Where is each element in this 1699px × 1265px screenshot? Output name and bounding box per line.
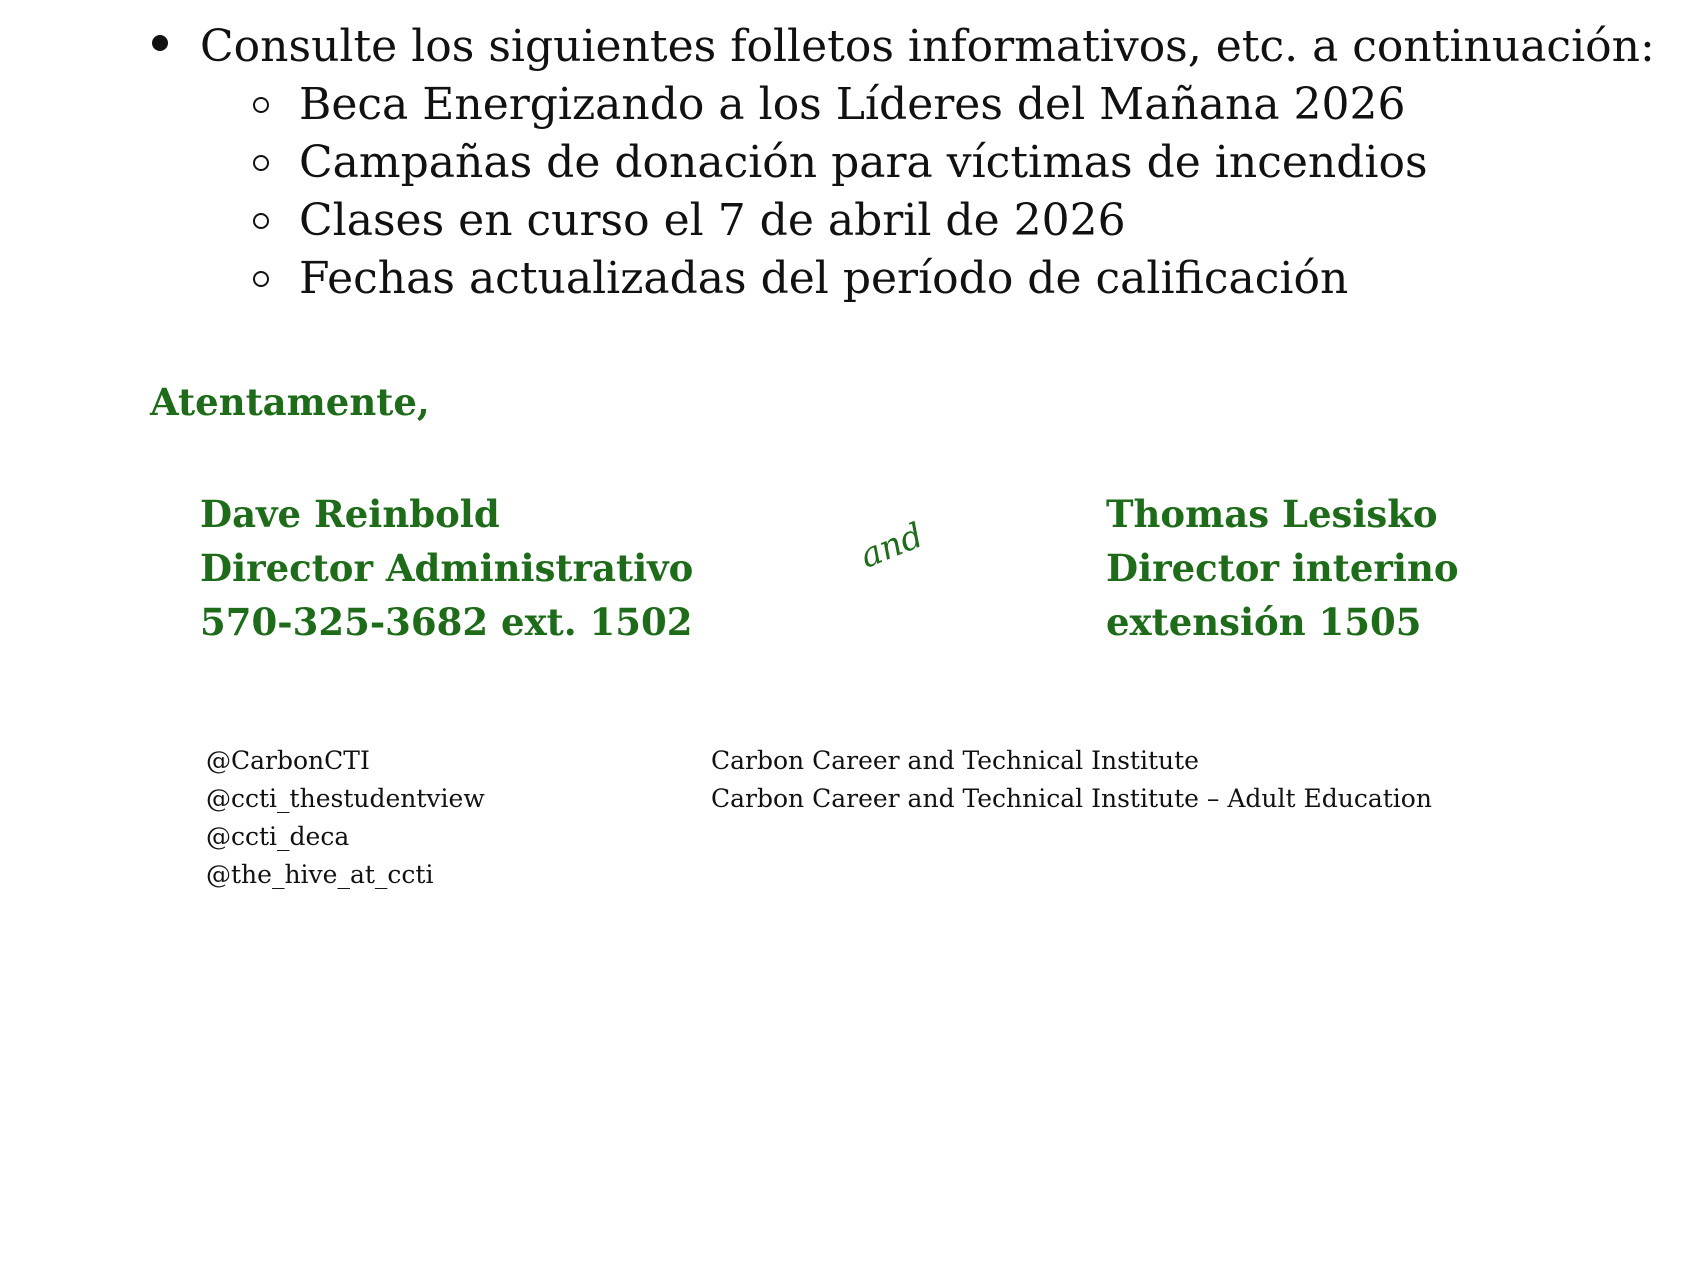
sub-list-item xyxy=(253,250,1428,308)
social-page: Carbon Career and Technical Institute xyxy=(711,746,1199,775)
social-handle: @ccti_deca xyxy=(206,822,350,851)
social-handle: @the_hive_at_ccti xyxy=(206,860,434,889)
sub-bullet-list xyxy=(253,76,1428,308)
sub-list-item xyxy=(253,76,1428,134)
hollow-bullet-icon xyxy=(253,155,269,171)
bullet-item xyxy=(152,18,1655,76)
closing-salutation: Atentamente, xyxy=(150,380,430,424)
sub-list-item xyxy=(253,134,1428,192)
social-handle: @CarbonCTI xyxy=(206,746,370,775)
signer-phone: extensión 1505 xyxy=(1106,600,1422,644)
hollow-bullet-icon xyxy=(253,97,269,113)
bullet-text: Consulte los siguientes folletos informativos, etc. a continuación: xyxy=(200,21,1655,72)
conjunction-script: and xyxy=(854,515,929,577)
signer-block-left xyxy=(200,487,693,649)
hollow-bullet-icon xyxy=(253,213,269,229)
signer-phone: 570-325-3682 ext. 1502 xyxy=(200,600,693,644)
bullet-dot-icon xyxy=(152,35,168,51)
social-handles-list xyxy=(206,742,485,894)
signer-block-right xyxy=(1106,487,1459,649)
social-page: Carbon Career and Technical Institute – Adult Education xyxy=(711,784,1432,813)
signer-title: Director interino xyxy=(1106,546,1459,590)
signer-name: Thomas Lesisko xyxy=(1106,492,1438,536)
hollow-bullet-icon xyxy=(253,271,269,287)
social-pages-list xyxy=(711,742,1432,818)
sub-item-text: Campañas de donación para víctimas de incendios xyxy=(299,137,1428,188)
sub-list-item xyxy=(253,192,1428,250)
signer-title: Director Administrativo xyxy=(200,546,694,590)
signer-name: Dave Reinbold xyxy=(200,492,500,536)
sub-item-text: Beca Energizando a los Líderes del Mañana 2026 xyxy=(299,79,1406,130)
social-handle: @ccti_thestudentview xyxy=(206,784,485,813)
sub-item-text: Clases en curso el 7 de abril de 2026 xyxy=(299,195,1126,246)
sub-item-text: Fechas actualizadas del período de calificación xyxy=(299,253,1349,304)
